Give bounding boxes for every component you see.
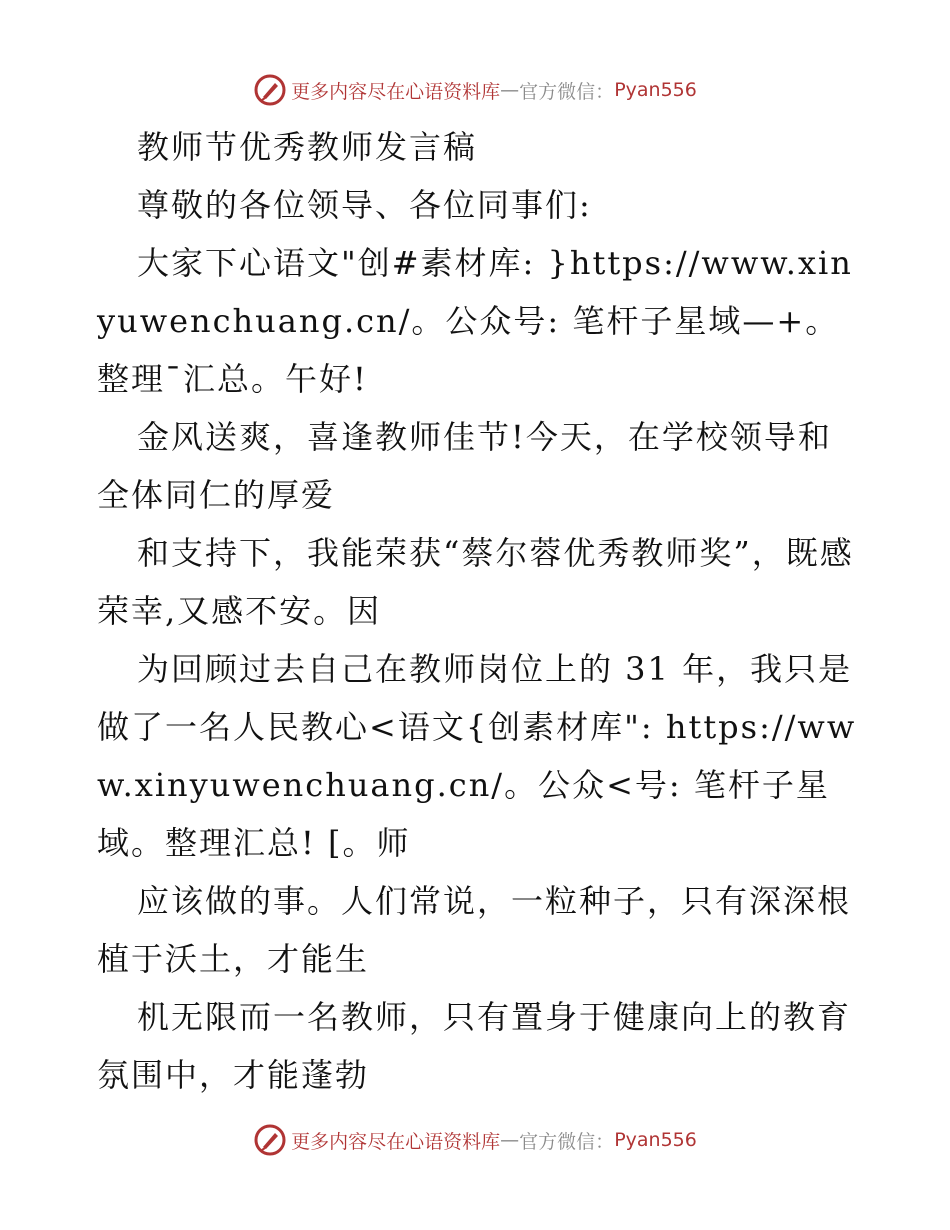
paragraph: 尊敬的各位领导、各位同事们: (137, 186, 592, 224)
logo-icon (253, 73, 287, 107)
banner-wechat-id: Pyan556 (614, 1129, 697, 1151)
paragraph: 大家下心语文"创#素材库: }https://www.xinyuwenchuang.cn/。公众号: 笔杆子星域—+。整理¯汇总。午好! (97, 244, 853, 398)
banner-separator: — (500, 1129, 520, 1151)
header-banner (0, 70, 950, 110)
logo-icon (253, 1123, 287, 1157)
footer-banner (0, 1120, 950, 1160)
document-title: 教师节优秀教师发言稿 (137, 128, 478, 166)
banner-separator: — (500, 79, 520, 101)
paragraph: 金风送爽，喜逢教师佳节!今天，在学校领导和全体同仁的厚爱 (97, 418, 832, 514)
paragraph: 应该做的事。人们常说，一粒种子，只有深深根植于沃土，才能生 (97, 882, 852, 978)
paragraph: 为回顾过去自己在教师岗位上的 31 年，我只是做了一名人民教心<语文{创素材库": https://www.xinyuwenchuang.cn/。公众<号: 笔杆子星域。整理汇总! [。师 (97, 650, 857, 862)
banner-label: 官方微信： (519, 1130, 615, 1153)
paragraph: 和支持下，我能荣获“蔡尔蓉优秀教师奖”，既感荣幸,又感不安。因 (97, 534, 854, 630)
banner-text: 更多内容尽在心语资料库 (291, 1130, 501, 1153)
banner-label: 官方微信： (519, 80, 615, 103)
banner-text: 更多内容尽在心语资料库 (291, 80, 501, 103)
document-body (97, 118, 857, 1104)
paragraph: 机无限而一名教师，只有置身于健康向上的教育氛围中，才能蓬勃 (97, 998, 852, 1094)
banner-wechat-id: Pyan556 (614, 79, 697, 101)
